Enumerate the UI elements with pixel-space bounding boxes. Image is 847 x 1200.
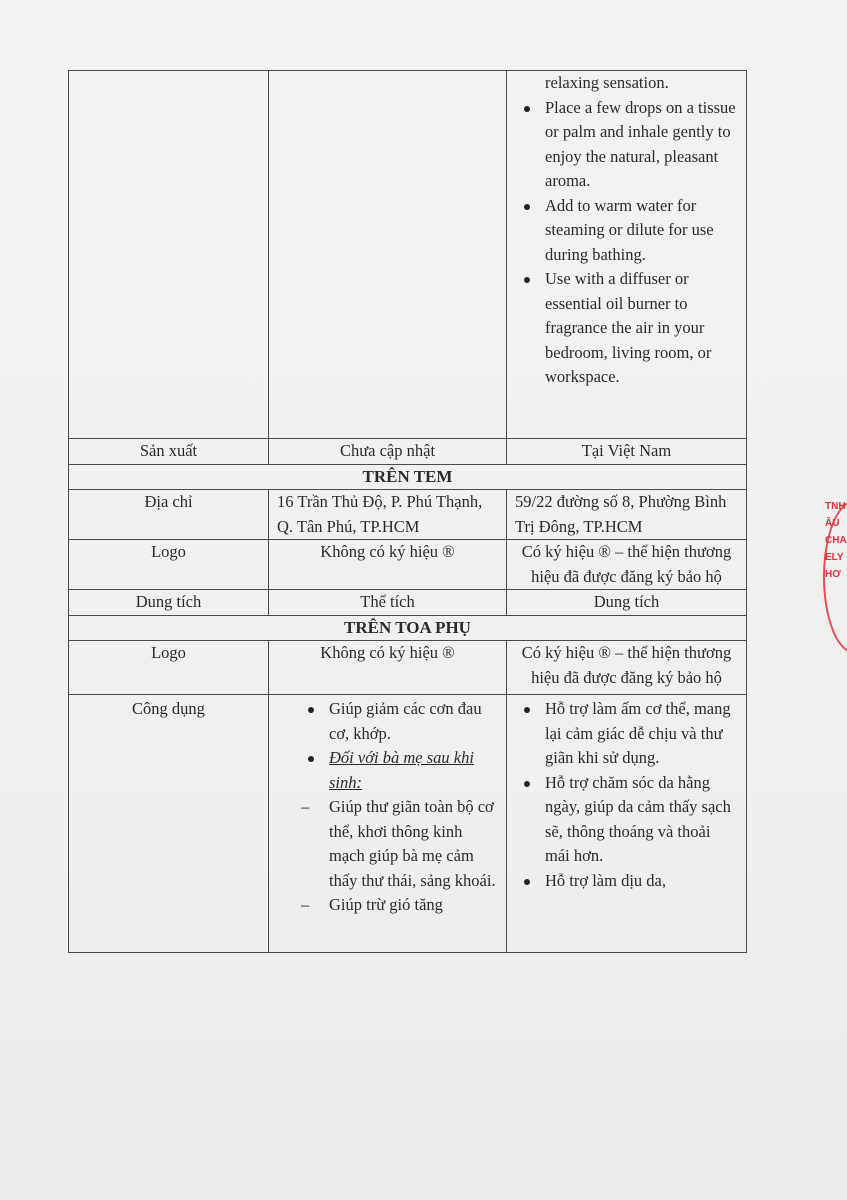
row-label-logo: Logo xyxy=(69,641,269,695)
list-item: Hỗ trợ làm ấm cơ thể, mang lại cảm giác dễ chịu và thư giãn khi sử dụng. xyxy=(515,697,738,771)
dia-chi-col3: 59/22 đường số 8, Phường Bình Trị Đông, TP.HCM xyxy=(507,490,747,540)
row-label-dung-tich: Dung tích xyxy=(69,590,269,616)
list-item: Giúp giảm các cơn đau cơ, khớp. xyxy=(299,697,498,746)
san-xuat-col2: Chưa cập nhật xyxy=(269,439,507,465)
list-item: – Giúp trừ gió tăng xyxy=(299,893,498,918)
cong-dung-col3 xyxy=(507,695,747,953)
cong-dung-list-col2 xyxy=(299,697,498,918)
san-xuat-col3: Tại Việt Nam xyxy=(507,439,747,465)
table-row xyxy=(69,490,747,540)
cong-dung-list-col3 xyxy=(515,697,738,893)
list-item xyxy=(299,746,498,795)
cell-empty xyxy=(269,71,507,439)
dia-chi-col2: 16 Trần Thủ Độ, P. Phú Thạnh, Q. Tân Phú, TP.HCM xyxy=(269,490,507,540)
dung-tich-col2: Thể tích xyxy=(269,590,507,616)
cong-dung-col2 xyxy=(269,695,507,953)
cell-empty xyxy=(69,71,269,439)
section-title-toa-phu: TRÊN TOA PHỤ xyxy=(69,615,747,641)
row-label-dia-chi: Địa chỉ xyxy=(69,490,269,540)
logo-tem-col3: Có ký hiệu ® – thể hiện thương hiệu đã được đăng ký bảo hộ xyxy=(507,540,747,590)
list-item: – Giúp thư giãn toàn bộ cơ thể, khơi thông kinh mạch giúp bà mẹ cảm thấy thư thái, sảng khoái. xyxy=(299,795,498,893)
list-item: Hỗ trợ làm dịu da, xyxy=(515,869,738,894)
usage-bullet-list xyxy=(515,96,738,390)
table-row xyxy=(69,695,747,953)
usage-lead-text: relaxing sensation. xyxy=(545,73,669,92)
table-row xyxy=(69,71,747,439)
table-row xyxy=(69,641,747,695)
table-row xyxy=(69,590,747,616)
row-label-san-xuat: Sản xuất xyxy=(69,439,269,465)
list-item: Place a few drops on a tissue or palm and inhale gently to enjoy the natural, pleasant aroma. xyxy=(515,96,738,194)
logo-toa-col2: Không có ký hiệu ® xyxy=(269,641,507,695)
usage-instructions-cell xyxy=(507,71,747,439)
row-label-logo: Logo xyxy=(69,540,269,590)
stamp-text: TNH ĂU CHA ELY HƠ xyxy=(825,501,847,580)
dung-tich-col3: Dung tích xyxy=(507,590,747,616)
comparison-table xyxy=(68,70,747,953)
table-row xyxy=(69,540,747,590)
logo-toa-col3: Có ký hiệu ® – thể hiện thương hiệu đã được đăng ký bảo hộ xyxy=(507,641,747,695)
list-item: Use with a diffuser or essential oil burner to fragrance the air in your bedroom, living room, or workspace. xyxy=(515,267,738,390)
section-header-row xyxy=(69,464,747,490)
list-item: Hỗ trợ chăm sóc da hằng ngày, giúp da cảm thấy sạch sẽ, thông thoáng và thoải mái hơn. xyxy=(515,771,738,869)
section-title-tem: TRÊN TEM xyxy=(69,464,747,490)
row-label-cong-dung: Công dụng xyxy=(69,695,269,953)
emphasis-text: Đối với bà mẹ sau khi sinh: xyxy=(329,748,474,792)
section-header-row xyxy=(69,615,747,641)
logo-tem-col2: Không có ký hiệu ® xyxy=(269,540,507,590)
table-row xyxy=(69,439,747,465)
list-item: Add to warm water for steaming or dilute for use during bathing. xyxy=(515,194,738,268)
